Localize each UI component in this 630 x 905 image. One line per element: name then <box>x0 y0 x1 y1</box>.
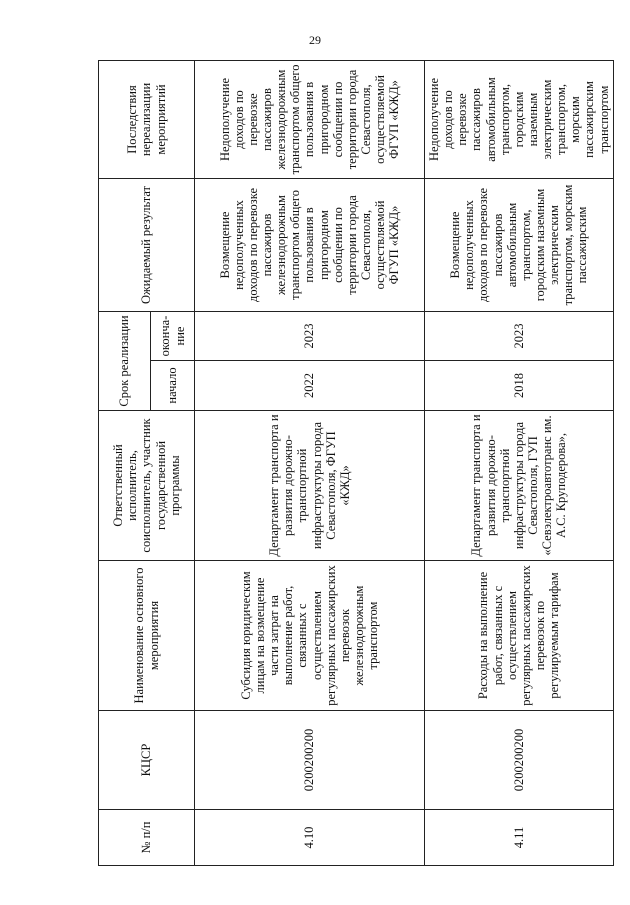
row-kcsr: 0200200200 <box>195 711 425 810</box>
row-num: 4.10 <box>195 810 425 866</box>
row-name: Расходы на выполнение работ, связанных с осуществлением регулярных пассажирских перевозок по регулируемым тарифам <box>425 561 614 711</box>
row-num: 4.11 <box>425 810 614 866</box>
header-result: Ожидаемый результат <box>99 178 195 311</box>
header-start: начало <box>151 361 195 411</box>
row-consequences: Недополучение доходов по перевозке пассажиров железнодорожным транспортом общего пользования в пригородном сообщении по территории города Севастополя, осуществляемой ФГУП «КЖД» <box>195 60 425 178</box>
program-activities-table <box>98 60 614 866</box>
rotated-table-container <box>98 61 611 866</box>
row-consequences: Недополучение доходов по перевозке пассажиров автомобильным транспортом, городским наземным электрическим транспортом, морским пассажирским транспортом <box>425 60 614 178</box>
page-number: 29 <box>309 33 321 47</box>
header-consequences: Последствия нереализации мероприятий <box>99 60 195 178</box>
row-end: 2023 <box>425 311 614 360</box>
row-name: Субсидия юридическим лицам на возмещение части затрат на выполнение работ, связанных с осуществлением регулярных пассажирских перевозок железнодорожным транспортом <box>195 561 425 711</box>
row-kcsr: 0200200200 <box>425 711 614 810</box>
row-end: 2023 <box>195 311 425 360</box>
header-end: оконча-ние <box>151 311 195 360</box>
row-start: 2018 <box>425 361 614 411</box>
row-start: 2022 <box>195 361 425 411</box>
header-kcsr: КЦСР <box>99 711 195 810</box>
row-executor: Департамент транспорта и развития дорожно-транспортной инфраструктуры города Севастополя, ФГУП «КЖД» <box>195 411 425 561</box>
row-executor: Департамент транспорта и развития дорожно-транспортной инфраструктуры города Севастополя, ГУП «Севэлектроавтотранс им. А.С. Круподерова», <box>425 411 614 561</box>
header-num: № п/п <box>99 810 195 866</box>
row-result: Возмещение недополученных доходов по перевозке пассажиров автомобильным транспортом, городским наземным электрическим транспортом, морским пассажирским <box>425 178 614 311</box>
header-name: Наименование основного мероприятия <box>99 561 195 711</box>
row-result: Возмещение недополученных доходов по перевозке пассажиров железнодорожным транспортом общего пользования в пригородном сообщении по территории города Севастополя, осуществляемой ФГУП «КЖД» <box>195 178 425 311</box>
table-row <box>425 60 614 865</box>
header-term: Срок реализации <box>99 311 151 410</box>
table-row <box>195 60 425 865</box>
header-executor: Ответственный исполнитель, соисполнитель, участник государственной программы <box>99 411 195 561</box>
